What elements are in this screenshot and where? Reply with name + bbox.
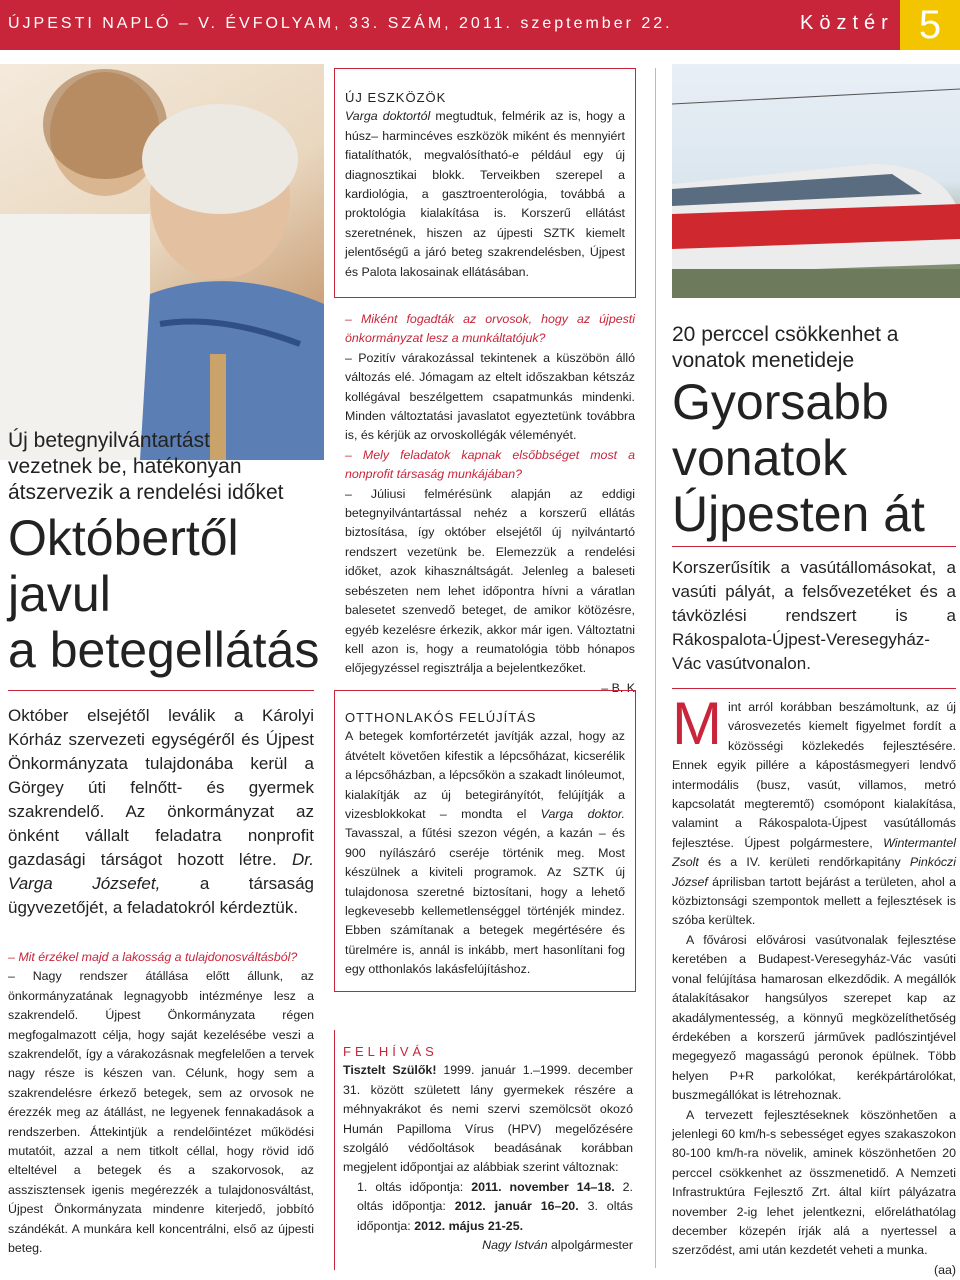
answer-3: – Júliusi felmérésünk alapján az eddigi betegnyilvántartással nehéz a korszerű ellátás biztosítása, így október elsejétől új nyilvántartó rendszert vezetünk be. Elemezzük a rendelési időket, azok kihasználtságát. Jelenleg a baleseti sebészeten nem lehet időpontra hívni a váratlan balesetet szenvedő beteget, de amikor kötözésre, egyéb kezelésre érkezik, akkor már igen. Változtatni kell azon is, hogy a reumatológia több hónapos előjegyzéssel regisztrálja a bejelentkezőket.	[345, 486, 635, 676]
article2-p1-b: és a IV. kerületi rendőrkapitány	[698, 855, 910, 870]
renovation-doctor: Varga doktor.	[540, 807, 626, 822]
article2-p2: A fővárosi elővárosi vasútvonalak fejlesztése keretében a Budapest-Veresegyház-Vác vasúti vonal felújítása hamarosan elkezdődik. A megállók átalakításakor hangsúlyos szerepet kap az akadálymentesség, a könnyű megközelíthetőség érdekében a korszerű járművek padlószintjével megegyező magasságú peronok épülnek. Több helyen P+R parkolókat, kerékpártárolókat, buszmegállókat is létrehoznak.	[672, 932, 956, 1103]
article2-headline-line1: Gyorsabb	[672, 374, 889, 430]
article2-lead: Korszerűsítik a vasútállomásokat, a vasúti pályát, a felsővezetéket és a távközlési rendszert is a Rákospalota-Újpest-Veresegyház-Vác vasútvonalon.	[672, 558, 956, 673]
question-1: – Mit érzékel majd a lakosság a tulajdonosváltásból?	[8, 950, 298, 964]
new-equipment-text	[345, 88, 625, 282]
article1-col1-body	[8, 948, 314, 1259]
article1-lead-a: Október elsejétől leválik a Károlyi Kórház szervezeti egységéről és Újpest Önkormányzata tulajdonába kerül a Görgey úti felnőtt- és gyermek szakrendelő. Az önkormányzat az önként vállalt feladatra nonprofit gazdasági társágot hozott létre.	[8, 706, 314, 869]
article2-p1-a: int arról korábban beszámoltunk, az új városvezetés kiemelt figyelmet fordít a közösségi közlekedés fejlesztésére. Ennek egyik pillére a kápostásmegyeri lendvő intermodális (busz, vasút, villamos, metró kapcsolatát megteremtő) csomópont kialakítása, valamint a Rákospalota-Újpest vasútállomás fejlesztése. Újpest polgármestere,	[672, 700, 956, 850]
renovation-text	[345, 708, 625, 980]
publication-line: ÚJPESTI NAPLÓ – V. ÉVFOLYAM, 33. SZÁM, 2011. szeptember 22.	[8, 15, 673, 32]
article2-signature: (aa)	[933, 1262, 956, 1277]
article2-p3: A tervezett fejlesztéseknek köszönhetően a jelenlegi 60 km/h-s sebességet egyes szakaszokon 80-100 km/h-ra növelik, aminek köszönhetően 20 perccel csökkenhet az összmenetidő. A Nemzeti Infrastruktúra Fejlesztő Zrt. által kiírt pályázatra november 2-ig lehet jelentkezni, előreláthatólag december közepén írják alá a nyertessel a szerződést, ami után kezdetét veheti a munka.	[672, 1107, 956, 1258]
article2-body	[672, 690, 956, 1280]
article2-rule	[672, 546, 956, 547]
article2-rule-2	[672, 688, 956, 689]
new-equipment-body: megtudtuk, felmérik az is, hogy a húsz– harmincéves eszközök miként és mennyiért fiatalíthatók, megvalósítható-e például egy új diagnosztikai blokk. Terveikben szerepel a kardiológia, a gasztroenterológia, továbbá a proktológia kialakítása is. Korszerű ellátást szeretnének, hiszen az újpesti SZTK kiemelt jelentőségű a járó beteg szakrendelésben, Újpest és Palota lakosainak ellátásában.	[345, 109, 625, 279]
dose1-label: 1. oltás időpontja:	[357, 1179, 472, 1194]
article1-headline	[8, 510, 324, 678]
dose3-label: 3. oltás időpontja:	[357, 1199, 633, 1233]
article1-lead-name: Dr. Varga Józsefet,	[8, 850, 314, 893]
article2-p1-name2: Pinkóczi József	[672, 855, 956, 889]
call-box-title: FELHÍVÁS	[343, 1044, 438, 1059]
call-box-rule	[334, 1030, 335, 1270]
article2-p1-c: áprilisban tartott bejárást a területen, ahol a közbiztonsági szempontok mellett a fejlesztések is szóba kerültek.	[672, 874, 956, 928]
new-equipment-doctor: Varga doktortól	[345, 109, 431, 124]
column-separator	[655, 68, 656, 1268]
article1-lead	[8, 704, 314, 920]
article1-signature: – B. K	[601, 680, 635, 695]
question-3: – Mely feladatok kapnak elsőbbséget most a nonprofit társaság munkájában?	[345, 447, 635, 482]
article2-dropcap: M	[672, 690, 722, 757]
article2-headline-line3: Újpesten át	[672, 486, 925, 542]
article1-headline-line1: Októbertől	[8, 510, 239, 566]
article1-headline-line3: a betegellátás	[8, 622, 320, 678]
new-equipment-title: ÚJ ESZKÖZÖK	[345, 90, 447, 105]
call-box-body: 1999. január 1.–1999. december 31. között született lány gyermekek részére a méhnyakrákot és nemi szervi szemölcsöt okozó Humán Papilloma Vírus (HPV) megelőzésére szolgáló védőoltások beadásának korábban megjelent időpontjai az alábbiak szerint változnak:	[343, 1063, 633, 1175]
train-illustration	[672, 64, 960, 298]
dose3-date: 2012. május 21-25.	[414, 1218, 524, 1233]
renovation-title: OTTHONLAKÓS FELÚJÍTÁS	[345, 710, 537, 725]
article2-headline-line2: vonatok	[672, 430, 848, 486]
article2-p1-name1: Wintermantel Zsolt	[672, 835, 956, 870]
photo-nurse-with-elderly-woman	[0, 64, 324, 460]
article2-headline	[672, 374, 960, 542]
article1-lead-b: a társaság ügyvezetőjét, a feladatokról kérdeztük.	[8, 874, 314, 917]
dose1-date: 2011. november 14–18.	[471, 1179, 615, 1194]
nurse-illustration	[0, 64, 324, 460]
answer-1: – Nagy rendszer átállása előtt állunk, az önkormányzatának legnagyobb intézménye lesz a szakrendelő. Újpest Önkormányzata régen megfogalmazott célja, hogy saját kezelésébe veszi a szakrendelőt, így a várakozásnak megfelelően a tervek nagy része is készen van. Célunk, hogy sem a szakrendelésre érkező betegek, sem az orvosok ne érezzék meg az átállást, ne legyenek fennakadások a rendszerben. Áttekintjük a rendelőintézet működési mutatóit, azzal a nem titkolt céllal, hogy rövid idő elteltével a betegek és a szakorvosok, az asszisztensek igenis megérezzék a tulajdonosváltást, Újpest Önkormányzata mindenre kiterjedő, jobbító szándékát. A munkára kell koncentrálni, első az újpesti beteg.	[8, 969, 314, 1256]
article1-rule	[8, 690, 314, 691]
dose2-label: 2. oltás időpontja:	[357, 1179, 634, 1214]
call-box-signer-role: alpolgármester	[547, 1238, 633, 1253]
renovation-body-b: Tavasszal, a fűtési szezon végén, a kazán – és 900 nyílászáró cseréje történik meg. Most készülnek a kiviteli programok. Az SZTK új tulajdonosa szeretné biztosítani, hogy a lehető legkevesebb kellemetlenséggel történjék mindez. Ebben számítanak a betegek megértésére és türelmére is, annál is inkább, mert hasonlítani fog egy otthonlakós lakásfelújításhoz.	[345, 826, 625, 977]
dose2-date: 2012. január 16–20.	[454, 1199, 579, 1214]
answer-2: – Pozitív várakozással tekintenek a küszöbön álló változás elé. Jómagam az eltelt időszakban kétszáz kollégával beszélgettem csapatmunkás mindenki. Minden változtatási javaslatot egyeztetünk továbbra is, és kérjük az orvoskollégák véleményét.	[345, 350, 635, 443]
photo-red-train	[672, 64, 960, 298]
article1-kicker: Új betegnyilvántartást vezetnek be, hatékonyan átszervezik a rendelési időket	[8, 429, 284, 504]
section-title: Köztér	[800, 12, 894, 34]
article1-col2-body	[345, 310, 635, 698]
call-box-signer-name: Nagy István	[482, 1238, 548, 1253]
article2-kicker: 20 perccel csökkenhet a vonatok menetideje	[672, 323, 899, 372]
call-box-greeting: Tisztelt Szülők!	[343, 1063, 437, 1078]
renovation-body-a: A betegek komfortérzetét javítják azzal, hogy az átvételt követően kifestik a lépcsőházat, kicserélik a lépcsőházban, a lépcsőkön a szakadt linóleumot, kialakítják az új betegirányítót, felújítják a vizesblokkokat – mondta el	[345, 729, 625, 822]
question-2: – Miként fogadták az orvosok, hogy az újpesti önkormányzat lesz a munkáltatójuk?	[345, 312, 635, 346]
call-box-text	[343, 1042, 633, 1255]
page-number: 5	[900, 0, 960, 50]
article1-headline-line2: javul	[8, 566, 111, 622]
